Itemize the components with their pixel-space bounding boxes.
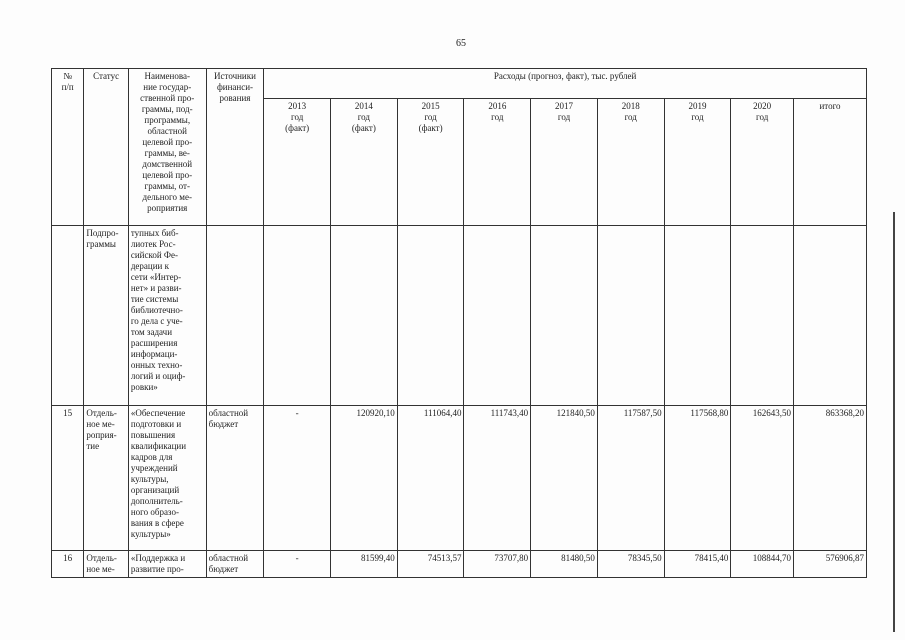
row-value-2017 [531, 226, 598, 406]
row-value-2016: 73707,80 [464, 551, 531, 578]
row-status: Отдель- ное ме- роприя- тие [84, 406, 128, 551]
row-value-2019: 78415,40 [664, 551, 731, 578]
row-value-2013: - [264, 551, 331, 578]
row-name: «Обеспечение подготовки и повышения квалификации кадров для учреждений культуры, организаций дополнитель- ного образо- вания в сфере культуры» [128, 406, 206, 551]
scan-edge-line [893, 212, 895, 632]
row-value-2015 [397, 226, 464, 406]
row-value-2013: - [264, 406, 331, 551]
row-value-total: 863368,20 [794, 406, 867, 551]
header-expenses: Расходы (прогноз, факт), тыс. рублей [264, 69, 867, 99]
header-year-2018: 2018 год [597, 99, 664, 226]
header-source: Источники финанси- рования [206, 69, 264, 226]
row-value-2019 [664, 226, 731, 406]
row-value-total: 576906,87 [794, 551, 867, 578]
row-num [52, 226, 84, 406]
row-value-2016 [464, 226, 531, 406]
page-number: 65 [456, 38, 466, 49]
header-num: № п/п [52, 69, 84, 226]
header-year-2013: 2013 год (факт) [264, 99, 331, 226]
row-source [206, 226, 264, 406]
header-year-2016: 2016 год [464, 99, 531, 226]
row-value-2020 [731, 226, 794, 406]
table-row [52, 226, 867, 406]
header-year-2015: 2015 год (факт) [397, 99, 464, 226]
row-status: Отдель- ное ме- [84, 551, 128, 578]
row-value-2019: 117568,80 [664, 406, 731, 551]
header-name: Наименова- ние государ- ственной про- граммы, под- программы, областной целевой про- граммы, ве- домственной целевой про- граммы, от- дельного ме- роприятия [128, 69, 206, 226]
row-source: областной бюджет [206, 551, 264, 578]
row-value-2020: 162643,50 [731, 406, 794, 551]
row-num: 15 [52, 406, 84, 551]
row-value-2017: 81480,50 [531, 551, 598, 578]
row-value-2015: 74513,57 [397, 551, 464, 578]
row-value-2018: 78345,50 [597, 551, 664, 578]
budget-table [51, 68, 867, 578]
row-value-2018: 117587,50 [597, 406, 664, 551]
row-num: 16 [52, 551, 84, 578]
header-year-2019: 2019 год [664, 99, 731, 226]
header-year-2020: 2020 год [731, 99, 794, 226]
row-value-2020: 108844,70 [731, 551, 794, 578]
header-total: итого [794, 99, 867, 226]
row-value-2014 [331, 226, 398, 406]
row-name: тупных биб- лиотек Рос- сийской Фе- дерации к сети «Интер- нет» и разви- тие системы библиотечно- го дела с уче- том задачи расширения информаци- онных техно- логий и оциф- ровки» [128, 226, 206, 406]
row-source: областной бюджет [206, 406, 264, 551]
row-value-2014: 120920,10 [331, 406, 398, 551]
row-value-total [794, 226, 867, 406]
row-value-2017: 121840,50 [531, 406, 598, 551]
header-status: Статус [84, 69, 128, 226]
row-value-2015: 111064,40 [397, 406, 464, 551]
header-year-2017: 2017 год [531, 99, 598, 226]
row-value-2018 [597, 226, 664, 406]
row-value-2014: 81599,40 [331, 551, 398, 578]
header-row-1 [52, 69, 867, 99]
row-value-2016: 111743,40 [464, 406, 531, 551]
row-name: «Поддержка и развитие про- [128, 551, 206, 578]
row-value-2013 [264, 226, 331, 406]
header-year-2014: 2014 год (факт) [331, 99, 398, 226]
row-status: Подпро- граммы [84, 226, 128, 406]
table-row [52, 406, 867, 551]
table-row [52, 551, 867, 578]
